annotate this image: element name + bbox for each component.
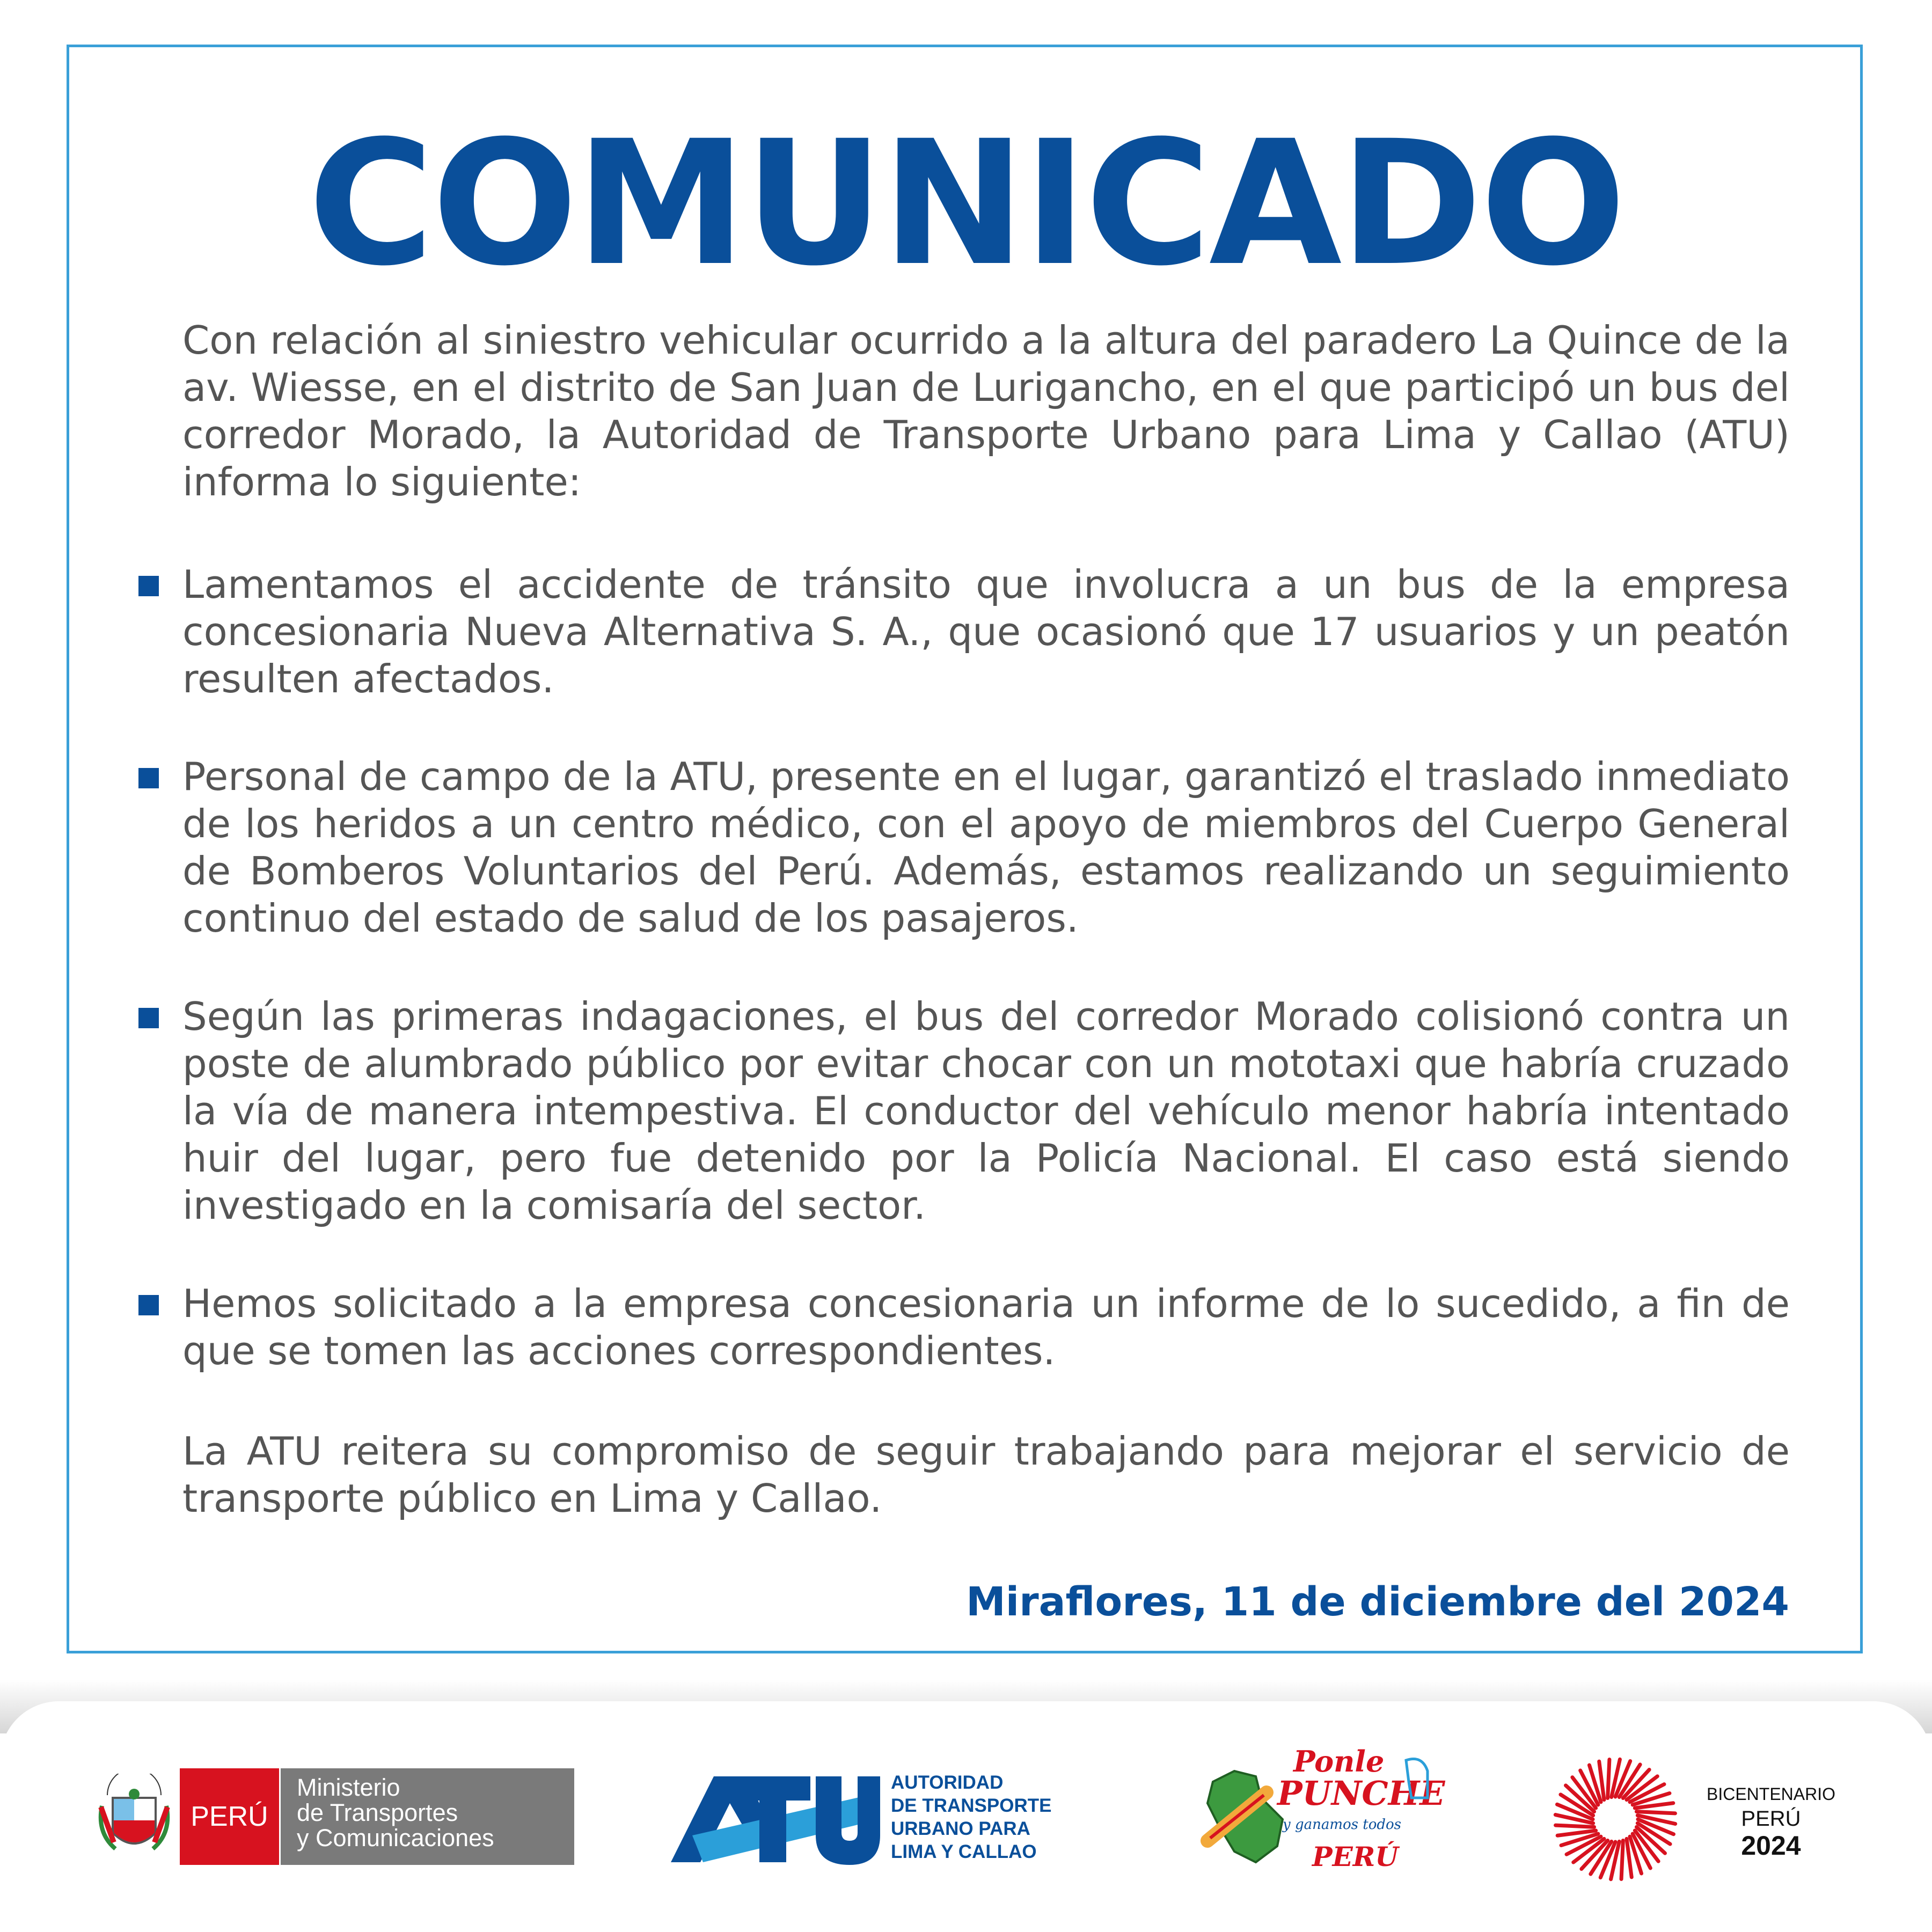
coat-of-arms-icon xyxy=(97,1774,172,1865)
bicentenario-year: 2024 xyxy=(1741,1831,1801,1861)
atu-name xyxy=(891,1771,1051,1863)
atu-line: URBANO PARA xyxy=(891,1818,1030,1839)
bullet-paragraph: Según las primeras indagaciones, el bus del corredor Morado colisionó contra un poste de alumbrado público por evitar chocar con un mototaxi que habría cruzado la vía de manera intempestiva. El conductor del vehículo menor habría intentado huir del lugar, pero fue detenido por la Policía Nacional. El caso está siendo investigado en la comisaría del sector. xyxy=(182,994,1790,1228)
atu-line: AUTORIDAD xyxy=(891,1772,1004,1793)
bicentenario-line: PERÚ xyxy=(1741,1807,1801,1831)
bullet-marker xyxy=(138,576,159,596)
atu-logo xyxy=(671,1771,1068,1868)
ministry-line: Ministerio xyxy=(297,1774,400,1801)
bicentenario-sun-icon xyxy=(1551,1755,1680,1884)
ganamos-word: y ganamos todos xyxy=(1283,1817,1401,1833)
mtc-logo xyxy=(97,1768,574,1865)
bullet-paragraph: Hemos solicitado a la empresa concesionaria un informe de lo sucedido, a fin de que se tomen las acciones correspondientes. xyxy=(182,1281,1790,1373)
bullet-marker xyxy=(138,1295,159,1315)
atu-mark-icon xyxy=(671,1771,880,1868)
ministry-line: y Comunicaciones xyxy=(297,1824,494,1851)
ministry-line: de Transportes xyxy=(297,1799,458,1826)
ministry-label xyxy=(279,1768,574,1865)
bicentenario-logo xyxy=(1551,1755,1851,1884)
fist-icon xyxy=(1401,1755,1433,1803)
ponle-word: Ponle xyxy=(1293,1744,1385,1779)
date-signature: Miraflores, 11 de diciembre del 2024 xyxy=(966,1579,1789,1625)
bullet-paragraph: Lamentamos el accidente de tránsito que involucra a un bus de la empresa concesionaria Nueva Alternativa S. A., que ocasionó que 17 usuarios y un peatón resulten afectados. xyxy=(182,562,1790,701)
ponle-punche-logo xyxy=(1197,1744,1445,1884)
peru-label: PERÚ xyxy=(180,1768,279,1865)
bullet-paragraph: Personal de campo de la ATU, presente en el lugar, garantizó el traslado inmediato de los heridos a un centro médico, con el apoyo de miembros del Cuerpo General de Bomberos Voluntarios del Perú. Además, estamos realizando un seguimiento continuo del estado de salud de los pasajeros. xyxy=(182,754,1790,941)
intro-paragraph: Con relación al siniestro vehicular ocurrido a la altura del paradero La Quince de la av. Wiesse, en el distrito de San Juan de Lurigancho, en el que participó un bus del corredor Morado, la Autoridad de Transporte Urbano para Lima y Callao (ATU) informa lo siguiente: xyxy=(182,318,1790,504)
bullet-marker xyxy=(138,1008,159,1028)
closing-paragraph: La ATU reitera su compromiso de seguir trabajando para mejorar el servicio de transporte público en Lima y Callao. xyxy=(182,1429,1790,1521)
bicentenario-line: BICENTENARIO xyxy=(1706,1784,1836,1804)
bullet-marker xyxy=(138,768,159,788)
page-title: COMUNICADO xyxy=(308,104,1624,304)
punche-word: PUNCHE xyxy=(1277,1774,1445,1813)
ponle-peru-word: PERÚ xyxy=(1312,1841,1399,1872)
atu-line: DE TRANSPORTE xyxy=(891,1795,1052,1816)
atu-line: LIMA Y CALLAO xyxy=(891,1841,1037,1862)
